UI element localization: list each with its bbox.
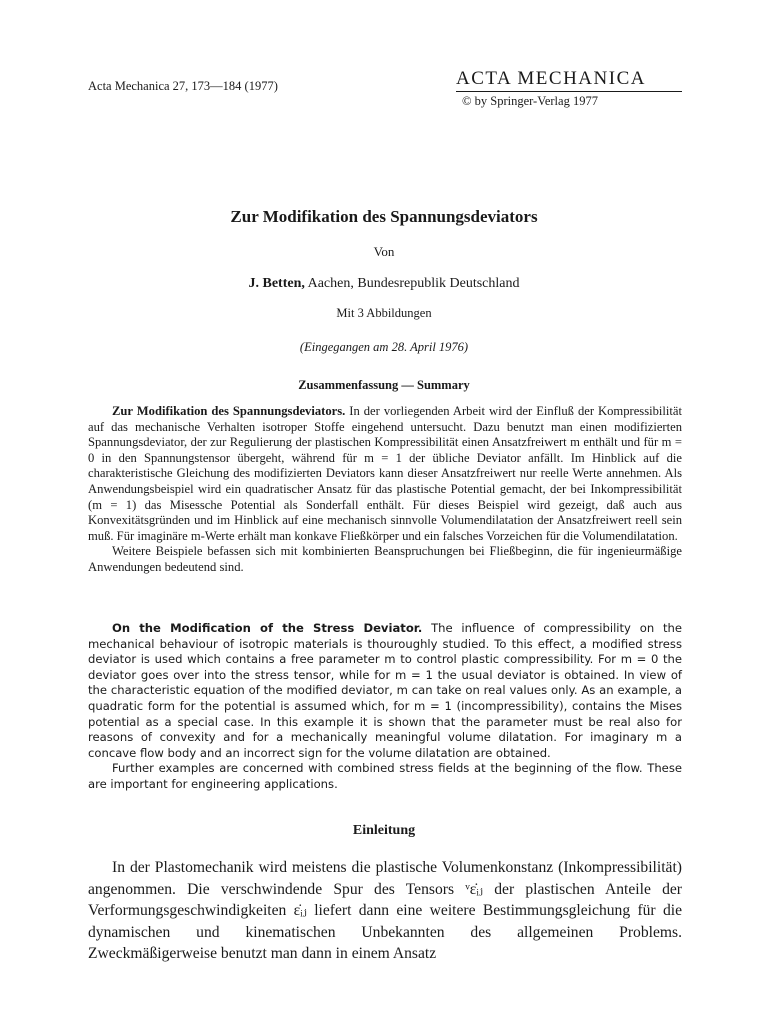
author-line [0, 276, 768, 292]
journal-block [456, 68, 682, 109]
von-line: Von [373, 244, 395, 259]
copyright-line: © by Springer-Verlag 1977 [462, 94, 598, 108]
introduction-paragraph: In der Plastomechanik wird meistens die plastische Volumenkonstanz (Inkompressibilität) angenommen. Die verschwindende Spur des Tensors ᵛε̇ᵢⱼ der plastischen Anteile der Verformungsgeschwindigkeiten ε̇ᵢⱼ liefert dann eine weitere Bestimmungsgleichung für die dynamischen und kinematischen Unbekannten des allgemeinen Problems. Zweckmäßigerweise benutzt man dann in einem Ansatz [88, 859, 682, 963]
author-name: J. Betten, [248, 276, 305, 291]
english-abstract [88, 621, 682, 793]
journal-name: ACTA MECHANICA [456, 68, 682, 92]
english-abstract-heading: On the Modification of the Stress Deviator. [112, 621, 423, 635]
citation-line: Acta Mechanica 27, 173—184 (1977) [88, 79, 278, 93]
section-heading-einleitung: Einleitung [352, 823, 416, 838]
german-abstract-paragraph: Zur Modifikation des Spannungsdeviators. In der vorliegenden Arbeit wird der Einfluß der Kompressibilität auf das mechanische Verhalten isotroper Stoffe eingehend untersucht. Dazu benutzt man einen modifizierten Spannungsdeviator, der zur Regulierung der plastischen Kompressibilität einen Ansatzfreiwert m enthält und für m = 0 in den Spannungstensor übergeht, während für m = 1 der übliche Deviator anfällt. Im Hinblick auf die charakteristische Gleichung des modifizierten Deviators kann dieser Ansatzfreiwert nur reelle Werte annehmen. Als Anwendungsbeispiel wird ein quadratischer Ansatz für das plastische Potential gemacht, der bei Inkompressibilität (m = 1) das Misessche Potential als Sonderfall enthält. Für dieses Beispiel wird gezeigt, daß auch aus Konvexitätsgründen und im Hinblick auf eine mechanisch sinnvolle Volumendilatation der Ansatzfreiwert reell sein muß. Für imaginäre m-Werte erhält man konkave Fließkörper und ein falsches Vorzeichen für die Volumendilatation. [88, 404, 682, 543]
figures-note: Mit 3 Abbildungen [336, 306, 432, 320]
author-affiliation: Aachen, Bundesrepublik Deutschland [304, 276, 520, 291]
german-abstract [88, 404, 682, 576]
english-abstract-paragraph: On the Modification of the Stress Deviator. The influence of compressibility on the mechanical behaviour of isotropic materials is thouroughly studied. To this effect, a modified stress deviator is used which contains a free parameter m to control plastic compressibility. For m = 0 the deviator goes over into the stress tensor, while for m = 1 the usual deviator is obtained. In view of the characteristic equation of the modified deviator, m can take on real values only. As an example, a quadratic form for the potential is assumed which, for m = 1 (incompressibility), contains the Mises potential as a special case. In this example it is shown that the parameter must be real also for reasons of convexity and for a mechanically meaningful volume dilatation. For imaginary m a concave flow body and an incorrect sign for the volume dilatation are obtained. [88, 621, 682, 760]
german-abstract-heading: Zur Modifikation des Spannungsdeviators. [112, 404, 346, 418]
introduction-body [88, 857, 682, 965]
german-abstract-paragraph-2: Weitere Beispiele befassen sich mit kombinierten Beanspruchungen bei Fließbeginn, die für ingenieurmäßige Anwendungen bedeutend sind. [88, 544, 682, 574]
received-date: (Eingegangen am 28. April 1976) [299, 340, 469, 354]
article-title: Zur Modifikation des Spannungsdeviators [230, 207, 538, 226]
english-abstract-paragraph-2: Further examples are concerned with combined stress fields at the beginning of the flow. These are important for engineering applications. [88, 761, 682, 791]
summary-heading: Zusammenfassung — Summary [298, 378, 470, 392]
